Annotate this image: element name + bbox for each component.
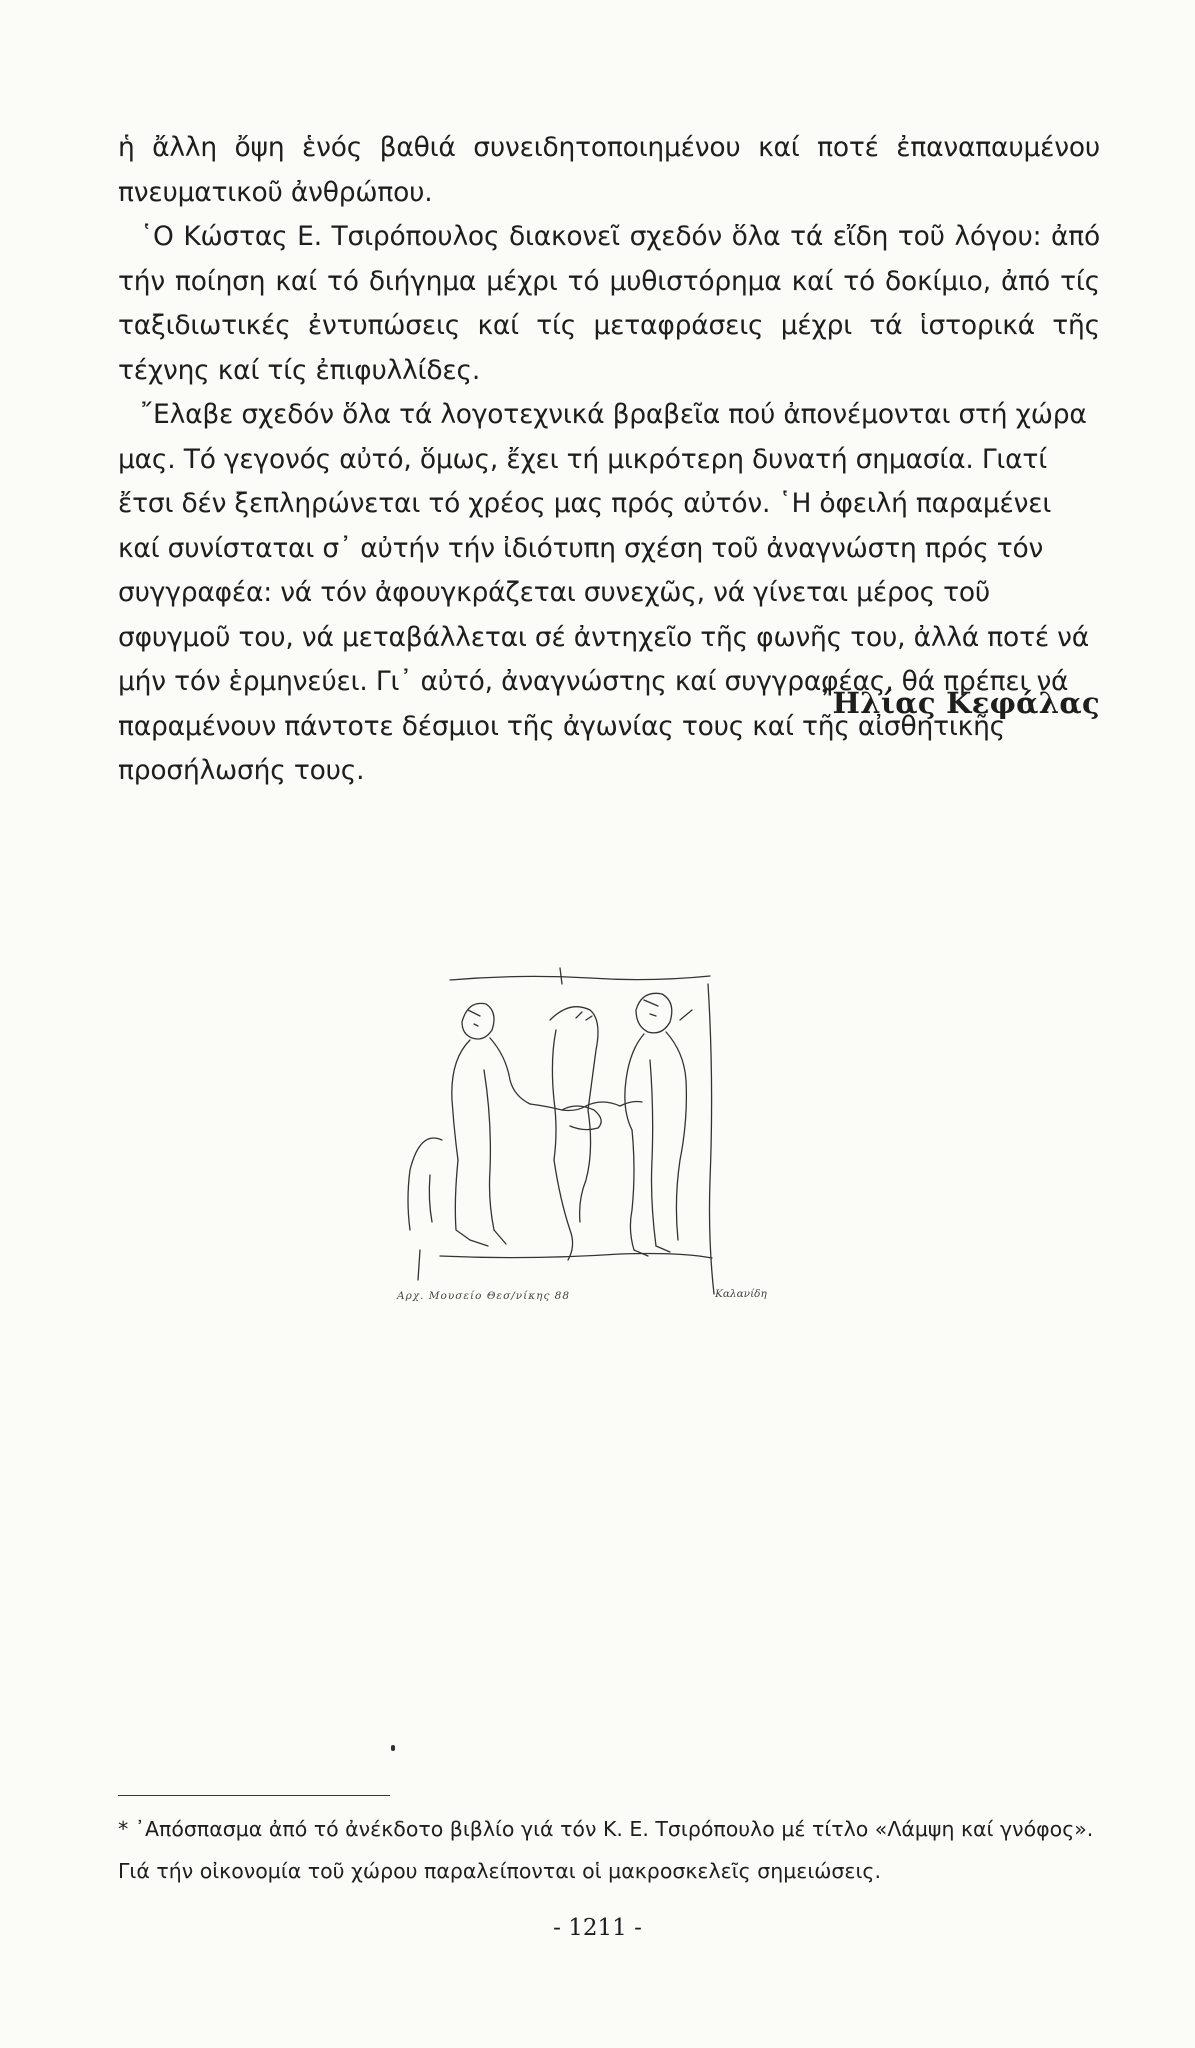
stray-mark <box>391 1745 395 1751</box>
author-signature: ᾿Ηλίας Κεφάλας <box>817 686 1100 720</box>
footnote-line-1: * ᾿Απόσπασμα ἀπό τό ἀνέκδοτο βιβλίο γιά τόν Κ. Ε. Τσιρόπουλο μέ τίτλο «Λάμψη καί γνόφος». <box>118 1817 1094 1841</box>
page-number: - 1211 - <box>553 1915 642 1941</box>
illustration-caption-left: Αρχ. Μουσείο Θεσ/νίκης 88 <box>397 1290 571 1302</box>
paragraph-2: ῾Ο Κώστας Ε. Τσιρόπουλος διακονεῖ σχεδόν ὅλα τά εἴδη τοῦ λόγου: ἀπό τήν ποίηση καί τό διήγημα μέχρι τό μυθιστόρημα καί τό δοκίμιο, ἀπό τίς ταξιδιωτικές ἐντυπώσεις καί τίς μεταφράσεις μέχρι τά ἱστορικά τῆς τέχνης καί τίς ἐπιφυλλίδες. <box>118 221 1100 386</box>
illustration-caption-right: Καλανίδη <box>715 1288 767 1300</box>
paragraph-1: ἡ ἄλλη ὄψη ἑνός βαθιά συνειδητοποιημένου καί ποτέ ἐπαναπαυμένου πνευματικοῦ ἀνθρώπου. <box>118 132 1100 208</box>
footnote-rule <box>118 1795 390 1796</box>
footnote <box>118 1808 1108 1892</box>
footnote-line-2: Γιά τήν οἰκονομία τοῦ χώρου παραλείπονται οἱ μακροσκελεῖς σημειώσεις. <box>118 1859 881 1883</box>
paragraph-3: ῎Ελαβε σχεδόν ὅλα τά λογοτεχνικά βραβεῖα πού ἀπονέμονται στή χώρα μας. Τό γεγονός αὐτό, ὅμως, ἔχει τή μικρότερη δυνατή σημασία. Γιατί ἔτσι δέν ξεπληρώνεται τό χρέος μας πρός αὐτόν. ῾Η ὀφειλή παραμένει καί συνίσταται σ᾿ αὐτήν τήν ἰδιότυπη σχέση τοῦ ἀναγνώστη πρός τόν συγγραφέα: νά τόν ἀφουγκράζεται συνεχῶς, νά γίνεται μέρος τοῦ σφυγμοῦ του, νά μεταβάλλεται σέ ἀντηχεῖο τῆς φωνῆς του, ἀλλά ποτέ νά μήν τόν ἑρμηνεύει. Γι᾿ αὐτό, ἀναγνώστης καί συγγραφέας, θά πρέπει νά παραμένουν πάντοτε δέσμιοι τῆς ἀγωνίας τους καί τῆς αἰσθητικῆς προσήλωσής τους. <box>118 399 1090 786</box>
relief-sketch-illustration <box>380 960 810 1320</box>
